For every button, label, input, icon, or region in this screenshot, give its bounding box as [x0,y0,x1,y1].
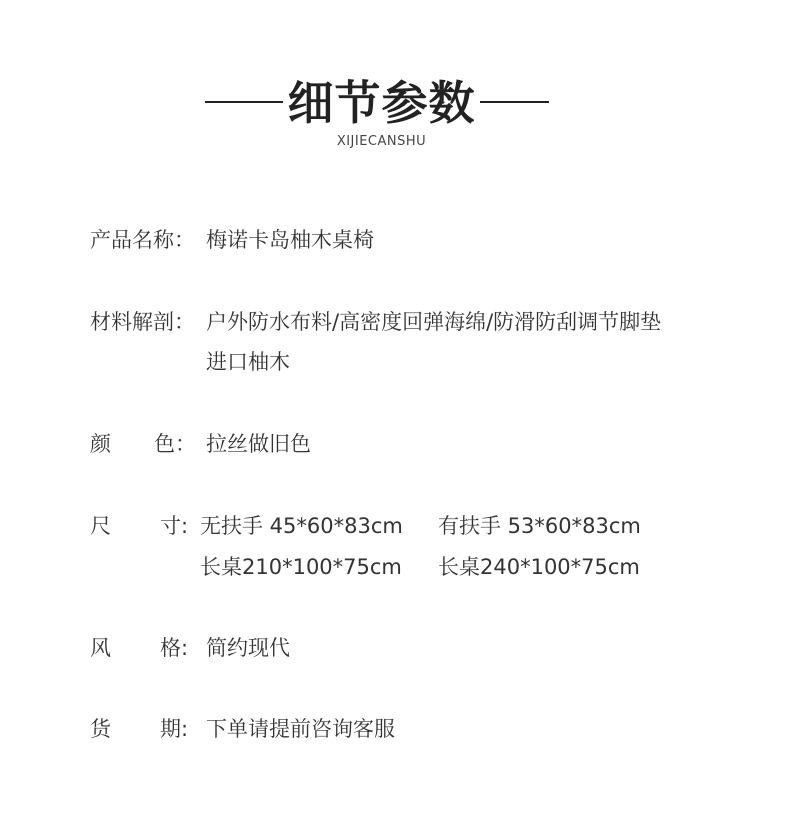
spec-label-material: 材料解剖： [90,310,195,334]
spec-value-size-r2c2: 长桌240*100*75cm [438,555,640,579]
spec-value-style: 简约现代 [206,636,290,660]
spec-value-size-r2c1: 长桌210*100*75cm [200,555,402,579]
title-row [0,72,790,134]
spec-value-color: 拉丝做旧色 [206,432,311,456]
spec-label-size-a: 尺 [90,514,111,538]
spec-value-material-line1: 户外防水布料/高密度回弹海绵/防滑防刮调节脚垫 [206,310,662,334]
section-title: 细节参数 [287,76,476,130]
spec-label-name: 产品名称： [90,228,195,252]
spec-label-style-a: 风 [90,636,111,660]
spec-label-delivery-a: 货 [90,717,111,741]
title-right-rule [480,101,549,103]
spec-label-delivery-b: 期: [160,717,189,741]
title-left-rule [205,101,283,103]
section-subtitle: XIJIECANSHU [336,134,427,149]
spec-label-size-b: 寸: [160,514,189,538]
spec-value-size-r1c2: 有扶手 53*60*83cm [438,514,641,538]
spec-value-name: 梅诺卡岛柚木桌椅 [206,228,374,252]
spec-label-color-b: 色： [154,432,196,456]
spec-value-material-line2: 进口柚木 [206,350,290,374]
section-header [0,72,790,162]
spec-label-style-b: 格: [160,636,189,660]
spec-value-size-r1c1: 无扶手 45*60*83cm [200,514,403,538]
spec-label-color-a: 颜 [90,432,111,456]
spec-value-delivery: 下单请提前咨询客服 [206,717,395,741]
